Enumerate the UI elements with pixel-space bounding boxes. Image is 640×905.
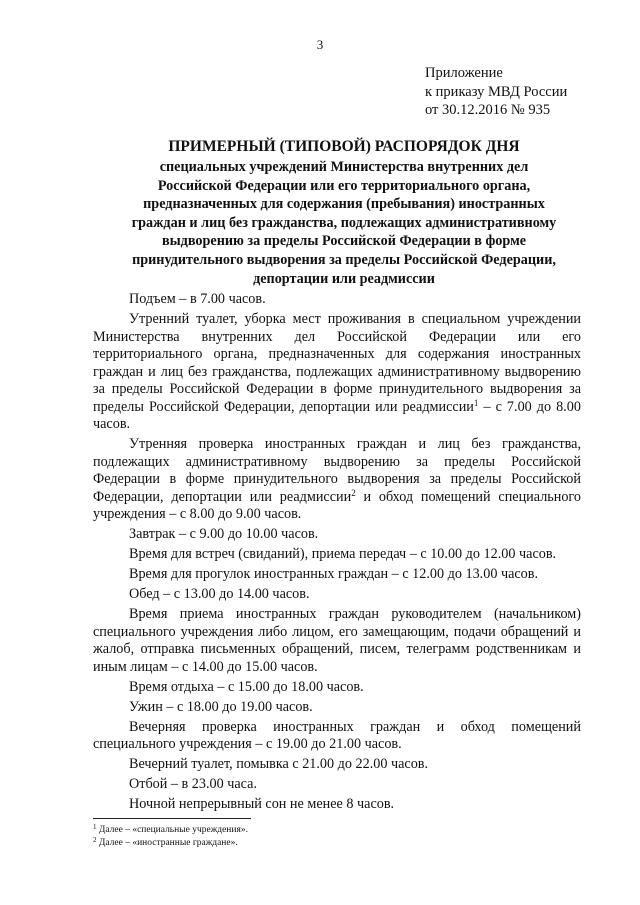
subtitle-line: депортации или реадмиссии [253, 270, 435, 287]
footnote-ref: 2 [351, 487, 356, 498]
schedule-item-evening-toilet: Вечерний туалет, помывка с 21.00 до 22.00 часов. [129, 756, 429, 772]
paragraph-text: и обход помещений специального учреждения – с 8.00 до 9.00 часов. [93, 488, 581, 522]
footnotes [93, 824, 248, 849]
footnote-text: Далее – «иностранные граждане». [96, 837, 238, 848]
schedule-item-morning-check [93, 436, 581, 524]
schedule-item-wakeup: Подъем – в 7.00 часов. [129, 291, 266, 307]
schedule-item-lunch: Обед – с 13.00 до 14.00 часов. [129, 586, 310, 602]
subtitle-line: специальных учреждений Министерства внутренних дел [159, 159, 529, 175]
schedule-item-lights-out: Отбой – в 23.00 часа. [129, 776, 257, 792]
footnote-text: Далее – «специальные учреждения». [96, 825, 248, 835]
footnote-item [93, 837, 248, 850]
schedule-item-visits: Время для встреч (свиданий), приема передач – с 10.00 до 12.00 часов. [129, 546, 557, 562]
appendix-line: от 30.12.2016 № 935 [425, 102, 551, 118]
schedule-item-walks: Время для прогулок иностранных граждан – с 12.00 до 13.00 часов. [129, 566, 539, 582]
subtitle-line: Российской Федерации или его территориального органа, [157, 177, 531, 194]
appendix-line: к приказу МВД России [425, 83, 568, 100]
paragraph-text: – с 7.00 до 8.00 часов. [93, 398, 581, 432]
schedule-item-dinner: Ужин – с 18.00 до 19.00 часов. [129, 698, 313, 715]
footnote-mark: 1 [93, 823, 97, 831]
schedule-item-breakfast: Завтрак – с 9.00 до 10.00 часов. [129, 526, 319, 542]
document-title [90, 137, 598, 288]
schedule-item-night-sleep: Ночной непрерывный сон не менее 8 часов. [129, 796, 395, 812]
title-subtitle [90, 158, 598, 288]
footnote-divider [93, 818, 251, 819]
subtitle-line: граждан и лиц без гражданства, подлежащих административному [131, 214, 557, 231]
schedule-item-rest: Время отдыха – с 15.00 до 18.00 часов. [129, 678, 364, 695]
appendix-line: Приложение [425, 65, 503, 81]
schedule-body [93, 291, 581, 816]
title-main: ПРИМЕРНЫЙ (ТИПОВОЙ) РАСПОРЯДОК ДНЯ [168, 138, 520, 155]
footnote-item [93, 824, 248, 837]
footnote-ref: 1 [473, 397, 479, 408]
page-number: 3 [316, 37, 324, 52]
subtitle-line: выдворению за пределы Российской Федерации в форме [161, 233, 527, 250]
subtitle-line: предназначенных для содержания (пребывания) иностранных [143, 196, 545, 213]
schedule-item-reception: Время приема иностранных граждан руководителем (начальником) специального учреждения либо лицом, его замещающим, подачи обращений и жалоб, отправка письменных обращений, писем, телеграмм родственникам и иным лицам – с 14.00 до 15.00 часов. [93, 606, 581, 675]
subtitle-line: принудительного выдворения за пределы Российской Федерации, [132, 251, 556, 268]
footnote-mark: 2 [93, 835, 97, 844]
paragraph-text: Утренняя проверка иностранных граждан и лиц без гражданства, подлежащих административному выдворению за пределы Российской Федерации в форме принудительного выдворения за пределы Российской Федерации, депортации или реадмиссии [93, 436, 581, 505]
appendix-block [425, 64, 567, 120]
schedule-item-morning-toilet [93, 311, 581, 434]
schedule-item-evening-check: Вечерняя проверка иностранных граждан и обход помещений специального учреждения – с 19.00 до 21.00 часов. [93, 718, 581, 752]
paragraph-text: Утренний туалет, уборка мест проживания в специальном учреждении Министерства внутренних дел Российской Федерации или его территориального органа, предназначенных для содержания иностранных граждан и лиц без гражданства, подлежащих административному выдворению за пределы Российской Федерации в форме принудительного выдворения за пределы Российской Федерации, депортации или реадмиссии [93, 311, 581, 415]
